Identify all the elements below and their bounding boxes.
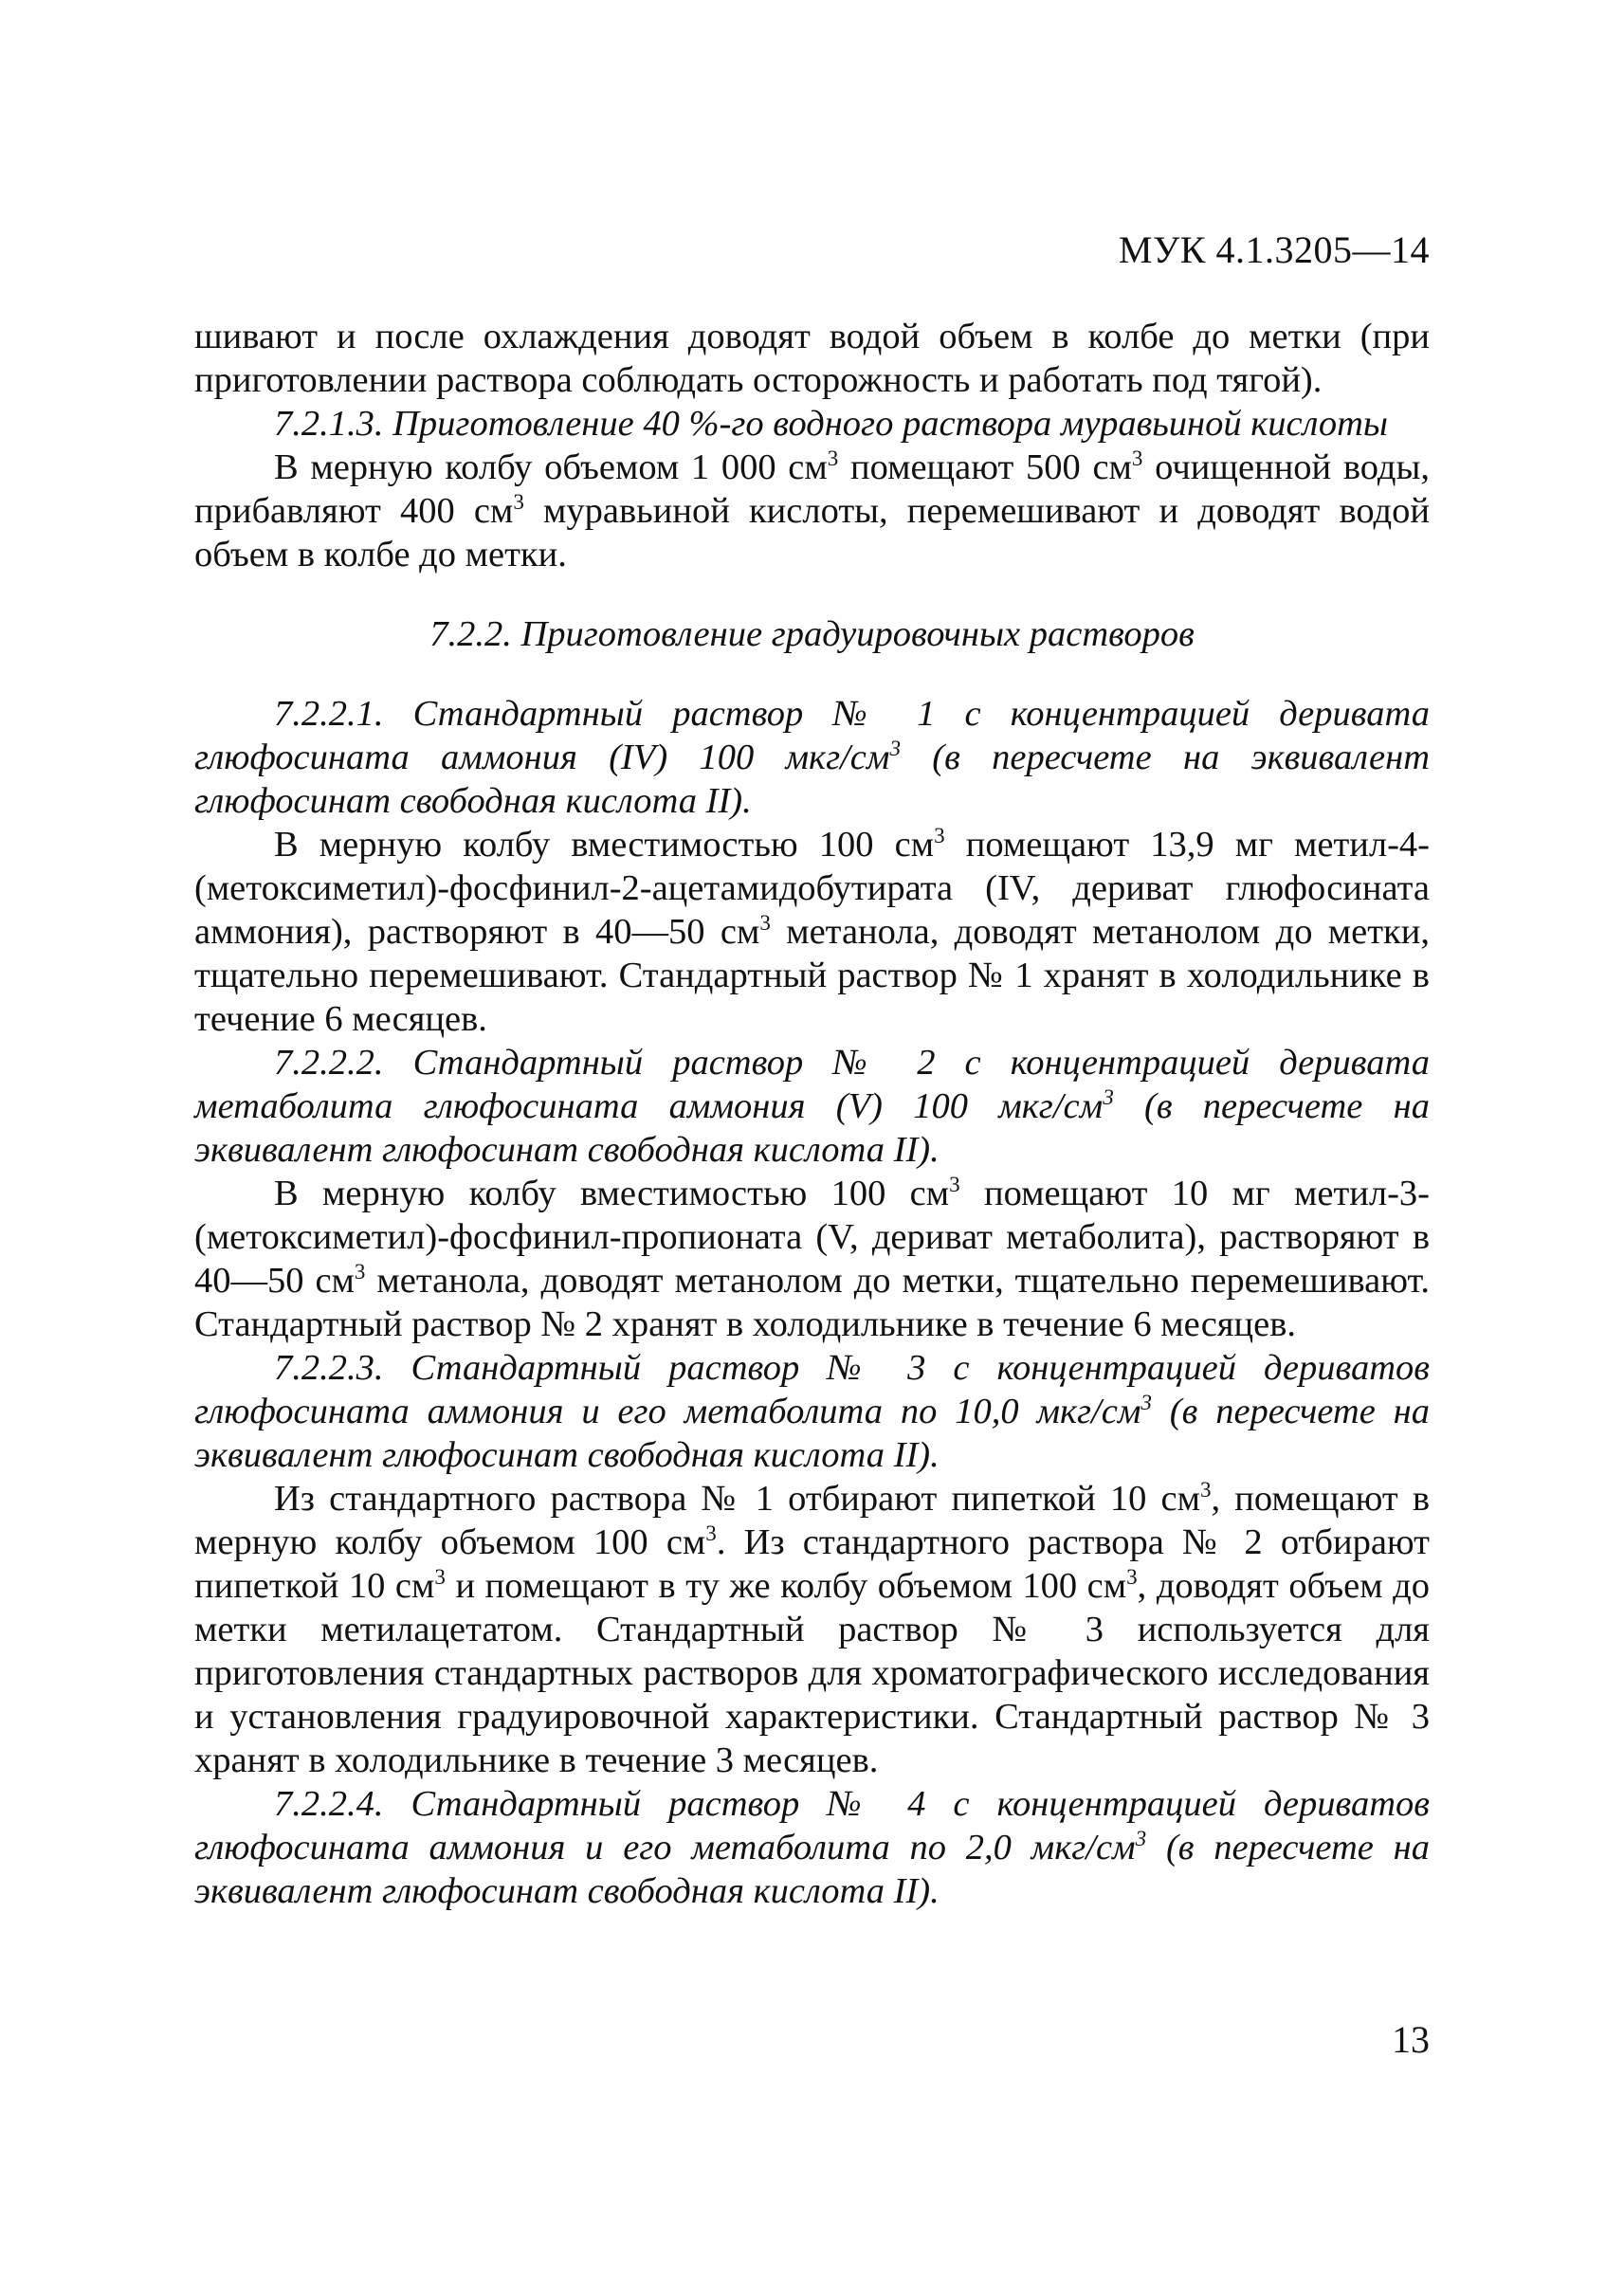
section-heading-7-2-2-3: 7.2.2.3. Стандартный раствор № 3 с концентрацией дериватов глюфосината аммония и его метаболита по 10,0 мкг/$см^3$ (в пересчете на эквивалент глюфосинат свободная кислота II). — [194, 1348, 1430, 1475]
document-number: МУК 4.1.3205—14 — [1118, 228, 1430, 271]
section-heading-7-2-2-2: 7.2.2.2. Стандартный раствор № 2 с концентрацией деривата метаболита глюфосината аммония (V) 100 мкг/$см^3$ (в пересчете на эквивалент глюфосинат свободная кислота II). — [194, 1043, 1430, 1170]
paragraph-standard-solution-1: В мерную колбу вместимостью 100 $см^3$ помещают 13,9 мг метил-4-(метоксиметил)-фосфинил-2-ацетамидобутирата (IV, дериват глюфосината аммония), растворяют в 40—50 $см^3$ метанола, доводят метанолом до метки, тщательно перемешивают. Стандартный раствор № 1 хранят в холодильнике в течение 6 месяцев. — [194, 823, 1430, 1039]
section-heading-7-2-2-4: 7.2.2.4. Стандартный раствор № 4 с концентрацией дериватов глюфосината аммония и его метаболита по 2,0 мкг/$см^3$ (в пересчете на эквивалент глюфосинат свободная кислота II). — [194, 1784, 1430, 1911]
paragraph-formic-acid: В мерную колбу объемом 1 000 $см^3$ помещают 500 $см^3$ очищенной воды, прибавляют 400 $см^3$ муравьиной кислоты, перемешивают и доводят водой объем в колбе до метки. — [194, 446, 1430, 574]
section-heading-7-2-2: 7.2.2. Приготовление градуировочных растворов — [429, 614, 1195, 654]
document-body — [194, 315, 1430, 1913]
section-heading-7-2-1-3: 7.2.1.3. Приготовление 40 %-го водного раствора муравьиной кислоты — [274, 404, 1389, 444]
section-heading-7-2-2-1: 7.2.2.1. Стандартный раствор № 1 с концентрацией деривата глюфосината аммония (IV) 100 мкг/$см^3$ (в пересчете на эквивалент глюфосинат свободная кислота II). — [194, 694, 1430, 821]
paragraph-continuation: шивают и после охлаждения доводят водой объем в колбе до метки (при приготовлении раствора соблюдать осторожность и работать под тягой). — [194, 317, 1430, 400]
paragraph-standard-solution-3: Из стандартного раствора № 1 отбирают пипеткой 10 $см^3$, помещают в мерную колбу объемом 100 $см^3$. Из стандартного раствора № 2 отбирают пипеткой 10 $см^3$ и помещают в ту же колбу объемом 100 $см^3$, доводят объем до метки метилацетатом. Стандартный раствор № 3 используется для приготовления стандартных растворов для хроматографического исследования и установления градуировочной характеристики. Стандартный раствор № 3 хранят в холодильнике в течение 3 месяцев. — [194, 1477, 1430, 1780]
page-number: 13 — [1392, 2018, 1430, 2061]
paragraph-standard-solution-2: В мерную колбу вместимостью 100 $см^3$ помещают 10 мг метил-3-(метоксиметил)-фосфинил-пропионата (V, дериват метаболита), растворяют в 40—50 $см^3$ метанола, доводят метанолом до метки, тщательно перемешивают. Стандартный раствор № 2 хранят в холодильнике в течение 6 месяцев. — [194, 1172, 1431, 1344]
